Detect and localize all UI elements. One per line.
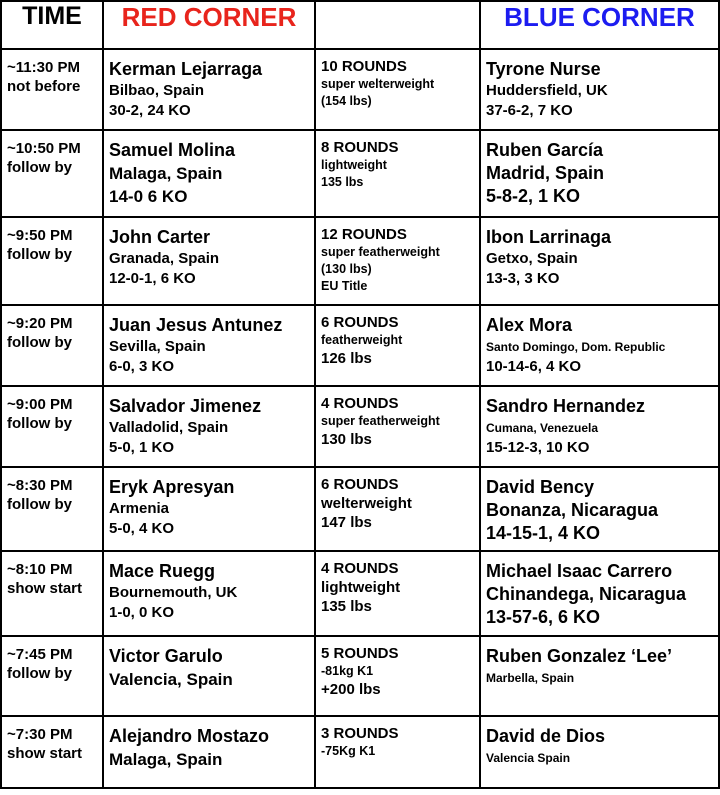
bout-weight-class: lightweight (321, 579, 401, 596)
red-corner-cell (104, 468, 314, 539)
bout-time-note: follow by (7, 334, 72, 351)
red-corner-cell (104, 50, 314, 121)
blue-corner-cell (481, 306, 718, 377)
bout-rounds: 6 ROUNDS (321, 314, 399, 331)
bout-rounds: 10 ROUNDS (321, 58, 407, 75)
bout-weight-class: super featherweight (321, 245, 440, 259)
bout-row (1, 217, 719, 305)
red-corner-cell (104, 131, 314, 208)
time-cell (2, 218, 102, 264)
time-cell (2, 387, 102, 433)
blue-corner-cell (481, 552, 718, 629)
red-corner-cell (104, 552, 314, 623)
blue-fighter-name: Michael Isaac Carrero (486, 561, 673, 581)
red-fighter-name: Alejandro Mostazo (109, 726, 270, 746)
bout-rounds: 4 ROUNDS (321, 395, 399, 412)
red-fighter-record: 6-0, 3 KO (109, 358, 175, 375)
bout-time: ~7:30 PM (7, 726, 73, 743)
bout-time: ~7:45 PM (7, 646, 73, 663)
blue-fighter-hometown: Chinandega, Nicaragua (486, 584, 687, 604)
time-header: TIME (1, 1, 103, 49)
time-cell (2, 306, 102, 352)
bout-row (1, 305, 719, 386)
rounds-cell (316, 717, 479, 760)
bout-time-note: follow by (7, 159, 72, 176)
bout-row (1, 551, 719, 636)
blue-fighter-name: Alex Mora (486, 315, 573, 335)
blue-fighter-hometown: Cumana, Venezuela (486, 421, 599, 435)
blue-corner-cell (481, 218, 718, 289)
rounds-header (315, 1, 480, 49)
red-fighter-name: Victor Garulo (109, 646, 223, 666)
bout-rounds: 3 ROUNDS (321, 725, 399, 742)
bout-rounds: 5 ROUNDS (321, 645, 399, 662)
bout-row (1, 386, 719, 467)
blue-corner-cell (481, 50, 718, 121)
bout-row (1, 49, 719, 130)
bout-weight-limit: 147 lbs (321, 514, 372, 531)
time-cell (2, 717, 102, 763)
bout-weight-class: -75Kg K1 (321, 744, 376, 758)
rounds-cell (316, 218, 479, 295)
bout-rounds: 8 ROUNDS (321, 139, 399, 156)
blue-fighter-hometown: Valencia Spain (486, 751, 571, 765)
red-fighter-hometown: Bilbao, Spain (109, 82, 205, 99)
bout-weight-limit: 126 lbs (321, 350, 372, 367)
rounds-cell (316, 50, 479, 110)
red-corner-cell (104, 306, 314, 377)
blue-fighter-hometown: Madrid, Spain (486, 163, 605, 183)
bout-weight-class: featherweight (321, 333, 403, 347)
red-corner-cell (104, 717, 314, 771)
time-cell (2, 50, 102, 96)
bout-weight-class: welterweight (321, 495, 412, 512)
red-fighter-record: 5-0, 1 KO (109, 439, 175, 456)
red-fighter-record: 12-0-1, 6 KO (109, 270, 196, 287)
time-cell (2, 552, 102, 598)
red-fighter-name: Juan Jesus Antunez (109, 315, 283, 335)
rounds-cell (316, 637, 479, 699)
bout-time: ~8:10 PM (7, 561, 73, 578)
bout-time-note: not before (7, 78, 81, 95)
blue-fighter-hometown: Huddersfield, UK (486, 82, 608, 99)
red-corner-cell (104, 387, 314, 458)
bout-time-note: follow by (7, 415, 72, 432)
blue-fighter-name: Ibon Larrinaga (486, 227, 612, 247)
bout-time-note: follow by (7, 496, 72, 513)
bout-row (1, 716, 719, 788)
blue-corner-cell (481, 131, 718, 208)
red-fighter-name: Salvador Jimenez (109, 396, 262, 416)
blue-fighter-record: 37-6-2, 7 KO (486, 102, 573, 119)
blue-corner-cell (481, 717, 718, 768)
blue-fighter-name: Ruben Gonzalez ‘Lee’ (486, 646, 673, 666)
bout-row (1, 467, 719, 551)
blue-fighter-name: Sandro Hernandez (486, 396, 646, 416)
red-fighter-hometown: Valencia, Spain (109, 670, 233, 689)
red-fighter-hometown: Malaga, Spain (109, 750, 223, 769)
blue-fighter-name: David de Dios (486, 726, 606, 746)
blue-fighter-hometown: Santo Domingo, Dom. Republic (486, 340, 666, 354)
bout-time: ~8:30 PM (7, 477, 73, 494)
red-fighter-name: Mace Ruegg (109, 561, 216, 581)
red-fighter-hometown: Valladolid, Spain (109, 419, 229, 436)
bout-time: ~11:30 PM (7, 59, 80, 76)
bout-time: ~9:50 PM (7, 227, 73, 244)
red-fighter-record: 14-0 6 KO (109, 187, 188, 206)
bout-weight-class: super featherweight (321, 414, 440, 428)
blue-corner-cell (481, 637, 718, 688)
blue-corner-header: BLUE CORNER (480, 1, 719, 49)
bout-weight-limit: 130 lbs (321, 431, 372, 448)
bout-weight-limit: (130 lbs) (321, 262, 372, 276)
blue-fighter-record: 14-15-1, 4 KO (486, 523, 601, 543)
bout-time-note: show start (7, 745, 83, 762)
red-corner-cell (104, 218, 314, 289)
bout-time-note: follow by (7, 665, 72, 682)
red-fighter-name: Samuel Molina (109, 140, 236, 160)
bout-weight-limit: +200 lbs (321, 681, 381, 698)
red-fighter-record: 1-0, 0 KO (109, 604, 175, 621)
bout-time: ~9:00 PM (7, 396, 73, 413)
red-corner-header: RED CORNER (103, 1, 315, 49)
blue-fighter-name: David Bency (486, 477, 595, 497)
rounds-cell (316, 306, 479, 368)
blue-fighter-record: 10-14-6, 4 KO (486, 358, 582, 375)
rounds-cell (316, 387, 479, 449)
rounds-cell (316, 131, 479, 191)
red-fighter-hometown: Granada, Spain (109, 250, 220, 267)
bout-row (1, 636, 719, 716)
red-fighter-record: 5-0, 4 KO (109, 520, 175, 537)
time-cell (2, 468, 102, 514)
bout-title: EU Title (321, 279, 368, 293)
bout-rounds: 6 ROUNDS (321, 476, 399, 493)
bout-time-note: follow by (7, 246, 72, 263)
blue-fighter-hometown: Getxo, Spain (486, 250, 578, 267)
bout-weight-class: -81kg K1 (321, 664, 374, 678)
time-cell (2, 131, 102, 177)
bout-rounds: 4 ROUNDS (321, 560, 399, 577)
bout-rounds: 12 ROUNDS (321, 226, 407, 243)
bout-time: ~10:50 PM (7, 140, 81, 157)
red-corner-cell (104, 637, 314, 691)
red-fighter-hometown: Armenia (109, 500, 170, 517)
time-cell (2, 637, 102, 683)
blue-fighter-name: Tyrone Nurse (486, 59, 601, 79)
blue-fighter-name: Ruben García (486, 140, 604, 160)
red-fighter-name: Kerman Lejarraga (109, 59, 263, 79)
red-fighter-hometown: Bournemouth, UK (109, 584, 238, 601)
blue-fighter-record: 13-3, 3 KO (486, 270, 560, 287)
bout-weight-limit: 135 lbs (321, 175, 364, 189)
red-fighter-hometown: Malaga, Spain (109, 164, 223, 183)
red-fighter-name: John Carter (109, 227, 211, 247)
red-fighter-record: 30-2, 24 KO (109, 102, 191, 119)
blue-fighter-record: 15-12-3, 10 KO (486, 439, 590, 456)
blue-fighter-hometown: Marbella, Spain (486, 671, 575, 685)
red-fighter-name: Eryk Apresyan (109, 477, 235, 497)
blue-fighter-record: 13-57-6, 6 KO (486, 607, 601, 627)
header-row (1, 1, 719, 49)
blue-corner-cell (481, 387, 718, 458)
red-fighter-hometown: Sevilla, Spain (109, 338, 206, 355)
bout-row (1, 130, 719, 217)
bout-time: ~9:20 PM (7, 315, 73, 332)
rounds-cell (316, 468, 479, 532)
rounds-cell (316, 552, 479, 616)
blue-fighter-hometown: Bonanza, Nicaragua (486, 500, 659, 520)
blue-fighter-record: 5-8-2, 1 KO (486, 186, 581, 206)
bout-time-note: show start (7, 580, 83, 597)
bout-weight-class: lightweight (321, 158, 387, 172)
bout-weight-limit: (154 lbs) (321, 94, 372, 108)
bout-weight-class: super welterweight (321, 77, 435, 91)
bout-weight-limit: 135 lbs (321, 598, 372, 615)
blue-corner-cell (481, 468, 718, 545)
